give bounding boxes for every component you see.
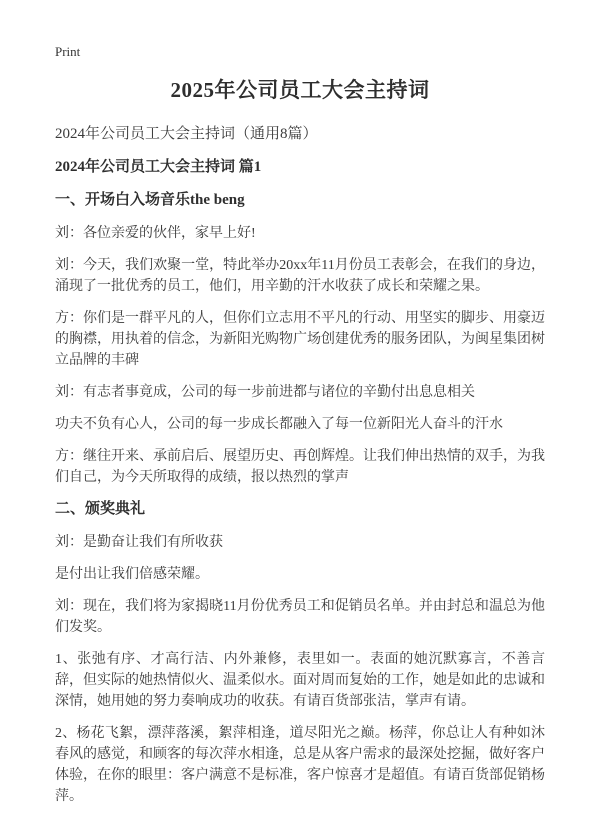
paragraph: 刘：是勤奋让我们有所收获 — [55, 535, 223, 550]
document-body — [55, 124, 545, 807]
paragraph: 刘：现在，我们将为家揭晓11月份优秀员工和促销员名单。并由封总和温总为他们发奖。 — [55, 599, 545, 635]
paragraph: 方：继往开来、承前启后、展望历史、再创辉煌。让我们伸出热情的双手，为我们自己，为今天所取得的成绩，报以热烈的掌声 — [55, 449, 545, 485]
document-title: 2025年公司员工大会主持词 — [170, 78, 430, 102]
section-heading-part1: 2024年公司员工大会主持词 篇1 — [55, 159, 262, 175]
paragraph: 刘：有志者事竟成，公司的每一步前进都与诸位的辛勤付出息息相关 — [55, 385, 475, 400]
paragraph: 功夫不负有心人，公司的每一步成长都融入了每一位新阳光人奋斗的汗水 — [55, 417, 503, 432]
paragraph: 刘：今天，我们欢聚一堂，特此举办20xx年11月份员工表彰会，在我们的身边，涌现了一批优秀的员工，他们，用辛勤的汗水收获了成长和荣耀之果。 — [55, 258, 545, 294]
paragraph: 刘：各位亲爱的伙伴，家早上好! — [55, 226, 256, 241]
print-link[interactable]: Print — [55, 44, 81, 59]
document-subtitle: 2024年公司员工大会主持词（通用8篇） — [55, 126, 318, 142]
section-heading-opening: 一、开场白入场音乐the beng — [55, 192, 245, 208]
paragraph: 方：你们是一群平凡的人，但你们立志用不平凡的行动、用坚实的脚步、用豪迈的胸襟，用执着的信念，为新阳光购物广场创建优秀的服务团队，为闽星集团树立品牌的丰碑 — [55, 311, 545, 368]
paragraph: 1、张弛有序、才高行洁、内外兼修，表里如一。表面的她沉默寡言，不善言辞，但实际的她热情似火、温柔似水。面对周而复始的工作，她是如此的忠诚和深情，她用她的努力奏响成功的收获。有请百货部张洁，掌声有请。 — [55, 652, 545, 709]
paragraph: 2、杨花飞絮，漂萍落溪，絮萍相逢，道尽阳光之巅。杨萍，你总让人有种如沐春风的感觉，和顾客的每次萍水相逢，总是从客户需求的最深处挖掘，做好客户体验，在你的眼里：客户满意不是标准，客户惊喜才是超值。有请百货部促销杨萍。 — [55, 726, 545, 804]
paragraph: 是付出让我们倍感荣耀。 — [55, 567, 209, 582]
section-heading-awards: 二、颁奖典礼 — [55, 501, 146, 517]
